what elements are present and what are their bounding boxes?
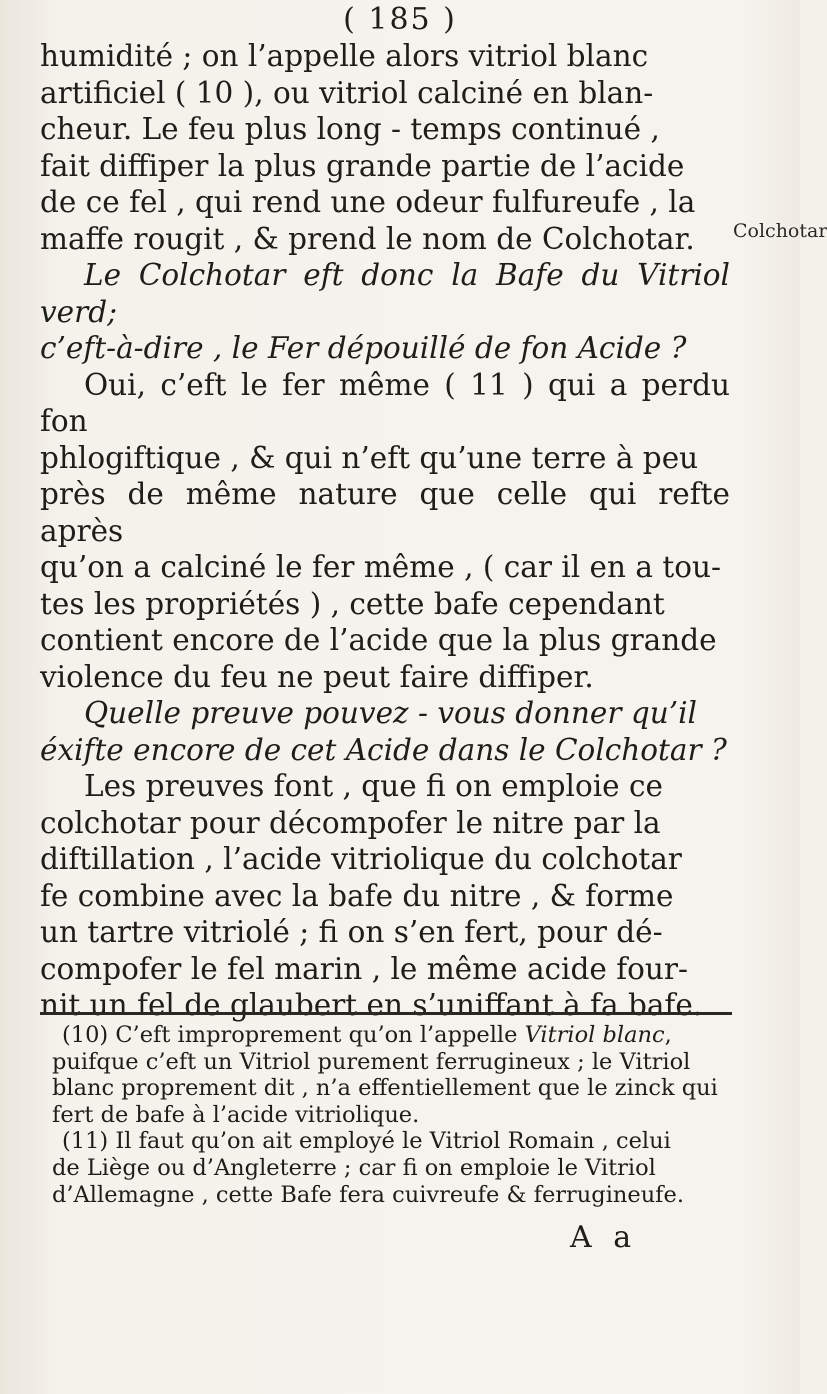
text-line: compofer le fel marin , le même acide four-	[40, 951, 688, 986]
text-line: un tartre vitriolé ; fi on s’en fert, pour dé-	[40, 915, 663, 949]
footnote-line: d’Allemagne , cette Bafe fera cuivreufe & ferrugineufe.	[52, 1181, 684, 1208]
main-text	[40, 38, 730, 1024]
margin-note: Colchotar	[733, 220, 827, 242]
text-line: artificiel ( 10 ), ou vitriol calciné en blan-	[40, 75, 654, 110]
footnote-line: (11) Il faut qu’on ait employé le Vitriol Romain , celui	[62, 1128, 671, 1155]
text-line: diftillation , l’acide vitriolique du colchotar	[40, 842, 682, 876]
question	[40, 695, 730, 768]
text-line: phlogiftique , & qui n’eft qu’une terre à peu	[40, 440, 699, 475]
text-line: contient encore de l’acide que la plus grande	[40, 623, 717, 657]
text-line: qu’on a calciné le fer même , ( car il en a tou-	[40, 550, 721, 584]
text-line: tes les propriétés ) , cette bafe cependant	[40, 586, 665, 621]
text-line: Les preuves font , que fi on emploie ce	[84, 769, 663, 803]
text-line: cheur. Le feu plus long - temps continué ,	[40, 112, 660, 146]
footnote-line: blanc proprement dit , n’a effentiellement que le zinck qui	[52, 1075, 718, 1102]
footnote	[52, 1128, 732, 1208]
paragraph	[40, 768, 730, 1024]
catchword: A a	[570, 1220, 638, 1255]
paragraph	[40, 38, 730, 257]
text-line: maffe rougit , & prend le nom de Colchotar.	[40, 221, 695, 256]
paragraph	[40, 367, 730, 696]
question	[40, 257, 730, 367]
footnote-text: (10) C’eft improprement qu’on l’appelle	[62, 1022, 525, 1048]
footnote-line: puifque c’eft un Vitriol purement ferrugineux ; le Vitriol	[52, 1048, 691, 1075]
text-line: Quelle preuve pouvez - vous donner qu’il	[84, 696, 697, 730]
footnotes	[52, 1022, 732, 1208]
text-line: Le Colchotar eft donc la Bafe du Vitriol verd;	[40, 258, 730, 329]
footnote	[52, 1022, 732, 1128]
text-line: fe combine avec la bafe du nitre , & forme	[40, 878, 674, 913]
text-line: c’eft-à-dire , le Fer dépouillé de fon Acide ?	[40, 331, 687, 365]
text-line: nit un fel de glaubert en s’uniffant à fa bafe.	[40, 988, 703, 1022]
text-line: humidité ; on l’appelle alors vitriol blanc	[40, 39, 649, 73]
footnote-divider	[40, 1012, 732, 1015]
page-number: ( 185 )	[343, 2, 457, 37]
text-line: Oui, c’eft le fer même ( 11 ) qui a perdu fon	[40, 367, 730, 438]
footnote-line: de Liège ou d’Angleterre ; car fi on emploie le Vitriol	[52, 1154, 656, 1181]
text-line: éxifte encore de cet Acide dans le Colchotar ?	[40, 732, 727, 767]
text-line: violence du feu ne peut faire diffiper.	[40, 659, 594, 694]
text-line: fait diffiper la plus grande partie de l’acide	[40, 148, 685, 183]
text-line: de ce fel , qui rend une odeur fulfureufe , la	[40, 185, 696, 219]
footnote-line: fert de bafe à l’acide vitriolique.	[52, 1101, 420, 1128]
text-line: près de même nature que celle qui refte après	[40, 477, 730, 548]
footnote-term: Vitriol blanc	[524, 1022, 665, 1048]
text-line: colchotar pour décompofer le nitre par la	[40, 805, 661, 840]
footnote-text: ,	[664, 1022, 672, 1048]
